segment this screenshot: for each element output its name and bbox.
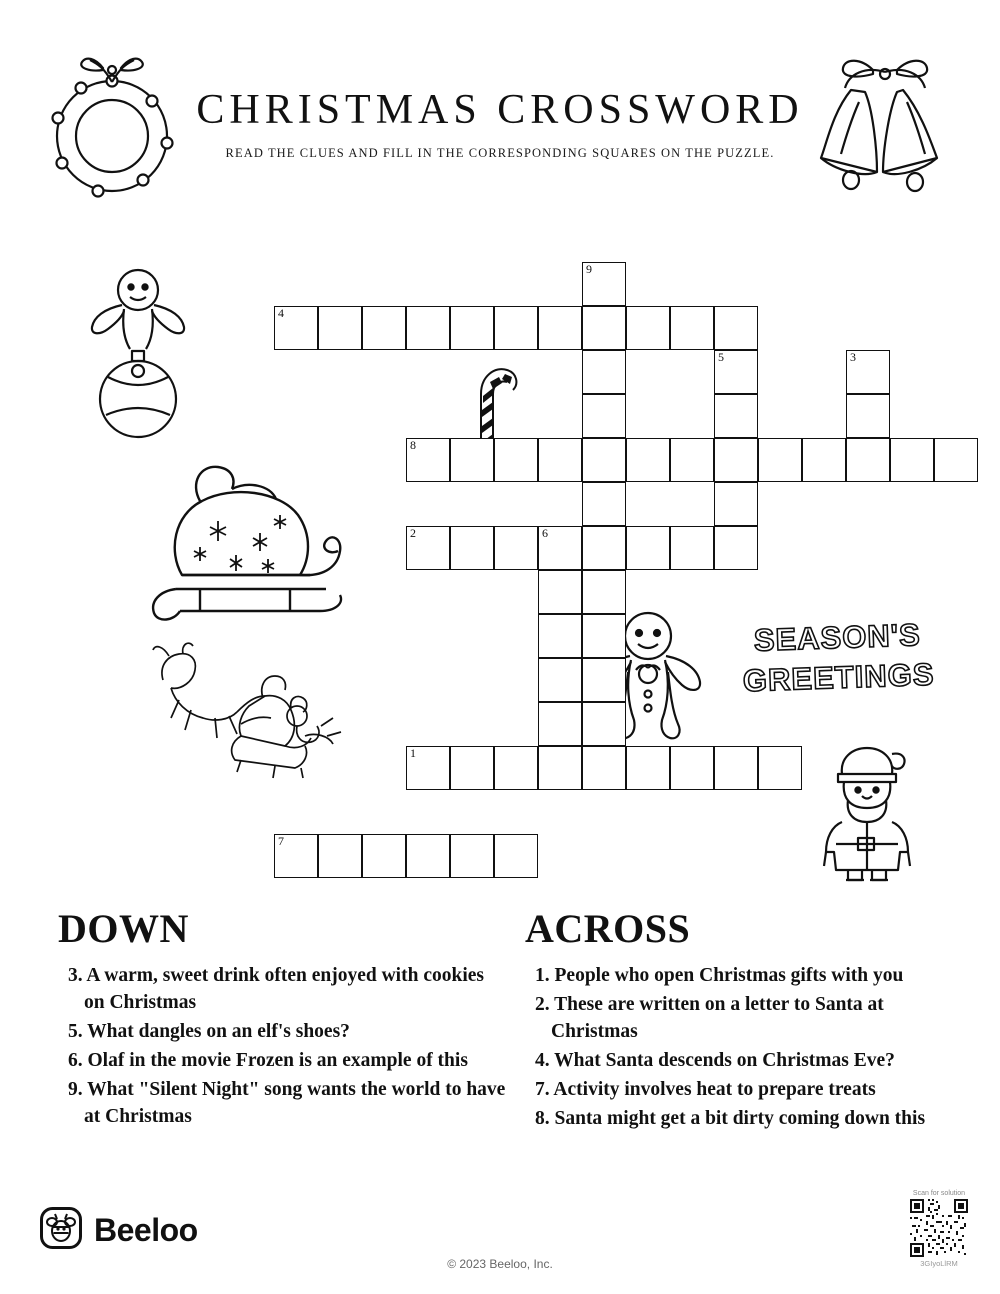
crossword-cell[interactable] (494, 746, 538, 790)
crossword-cell[interactable] (714, 482, 758, 526)
brand-logo[interactable] (40, 1207, 198, 1254)
crossword-cell[interactable] (406, 438, 450, 482)
crossword-cell[interactable] (582, 746, 626, 790)
crossword-cell[interactable] (758, 438, 802, 482)
clue-item: 3. A warm, sweet drink often enjoyed with cookies on Christmas (68, 965, 484, 1013)
crossword-cell[interactable] (538, 526, 582, 570)
clue-item: 6. Olaf in the movie Frozen is an example of this (68, 1050, 468, 1071)
crossword-cell[interactable] (450, 834, 494, 878)
bee-logo-icon (40, 1207, 82, 1254)
crossword-cell[interactable] (450, 526, 494, 570)
crossword-cell[interactable] (494, 306, 538, 350)
clue-item: 5. What dangles on an elf's shoes? (68, 1021, 350, 1042)
crossword-cell[interactable] (714, 746, 758, 790)
page-title: CHRISTMAS CROSSWORD (196, 87, 804, 133)
crossword-cell[interactable] (582, 614, 626, 658)
crossword-cell[interactable] (274, 834, 318, 878)
down-heading: DOWN (58, 906, 189, 951)
crossword-cell[interactable] (494, 834, 538, 878)
crossword-cell[interactable] (450, 746, 494, 790)
crossword-cell[interactable] (318, 306, 362, 350)
cell-number: 2 (410, 526, 416, 540)
crossword-cell[interactable] (406, 526, 450, 570)
crossword-cell[interactable] (494, 438, 538, 482)
crossword-cell[interactable] (318, 834, 362, 878)
crossword-cell[interactable] (362, 306, 406, 350)
seasons-greetings-decoration: SEASON'S GREETINGS (742, 617, 936, 699)
crossword-cell[interactable] (714, 526, 758, 570)
crossword-cell[interactable] (450, 438, 494, 482)
crossword-cell[interactable] (670, 306, 714, 350)
crossword-cell[interactable] (626, 746, 670, 790)
qr-section (905, 1190, 973, 1268)
crossword-cell[interactable] (670, 746, 714, 790)
crossword-cell[interactable] (538, 306, 582, 350)
crossword-cell[interactable] (582, 570, 626, 614)
cell-number: 3 (850, 350, 856, 364)
crossword-cell[interactable] (626, 306, 670, 350)
crossword-cell[interactable] (934, 438, 978, 482)
copyright-text: © 2023 Beeloo, Inc. (447, 1257, 553, 1271)
crossword-cell[interactable] (714, 438, 758, 482)
cell-number: 6 (542, 526, 548, 540)
crossword-cell[interactable] (670, 526, 714, 570)
crossword-cell[interactable] (582, 306, 626, 350)
crossword-cell[interactable] (538, 614, 582, 658)
qr-id: 3GIyoLlRM (920, 1259, 958, 1268)
crossword-cell[interactable] (582, 482, 626, 526)
clue-item: 7. Activity involves heat to prepare treats (535, 1079, 876, 1100)
page-subtitle: READ THE CLUES AND FILL IN THE CORRESPONDING SQUARES ON THE PUZZLE. (225, 146, 775, 160)
crossword-cell[interactable] (582, 350, 626, 394)
cell-number: 7 (278, 834, 284, 848)
crossword-cell[interactable] (406, 746, 450, 790)
crossword-cell[interactable] (406, 306, 450, 350)
clue-item: 4. What Santa descends on Christmas Eve? (535, 1050, 895, 1071)
brand-name: Beeloo (94, 1212, 198, 1248)
cell-number: 9 (586, 262, 592, 276)
crossword-cell[interactable] (538, 438, 582, 482)
cell-number: 8 (410, 438, 416, 452)
crossword-cell[interactable] (538, 658, 582, 702)
crossword-cell[interactable] (274, 306, 318, 350)
crossword-cell[interactable] (846, 394, 890, 438)
crossword-cell[interactable] (714, 394, 758, 438)
across-heading: ACROSS (525, 906, 691, 951)
crossword-cell[interactable] (582, 702, 626, 746)
crossword-cell[interactable] (714, 350, 758, 394)
crossword-cell[interactable] (582, 658, 626, 702)
qr-caption: Scan for solution (912, 1190, 966, 1197)
crossword-cell[interactable] (890, 438, 934, 482)
crossword-cell[interactable] (538, 746, 582, 790)
crossword-cell[interactable] (714, 306, 758, 350)
crossword-cell[interactable] (670, 438, 714, 482)
crossword-cell[interactable] (582, 526, 626, 570)
clue-item: 8. Santa might get a bit dirty coming down this (535, 1108, 926, 1129)
cell-number: 4 (278, 306, 284, 320)
crossword-cell[interactable] (582, 394, 626, 438)
cell-number: 1 (410, 746, 416, 760)
crossword-cell[interactable] (846, 438, 890, 482)
crossword-cell[interactable] (802, 438, 846, 482)
crossword-cell[interactable] (450, 306, 494, 350)
cell-number: 5 (718, 350, 724, 364)
down-clues-section (58, 905, 508, 1132)
crossword-cell[interactable] (758, 746, 802, 790)
clue-item: 2. These are written on a letter to Santa at Christmas (535, 994, 884, 1042)
clue-item: 9. What "Silent Night" song wants the world to have at Christmas (68, 1079, 506, 1127)
crossword-cell[interactable] (626, 438, 670, 482)
qr-code[interactable] (910, 1199, 968, 1257)
crossword-cell[interactable] (846, 350, 890, 394)
crossword-cell[interactable] (538, 570, 582, 614)
crossword-cell[interactable] (582, 438, 626, 482)
clue-item: 1. People who open Christmas gifts with you (535, 965, 904, 986)
crossword-cell[interactable] (626, 526, 670, 570)
crossword-cell[interactable] (538, 702, 582, 746)
across-clues-section (525, 905, 945, 1134)
crossword-cell[interactable] (406, 834, 450, 878)
down-clue-list (58, 962, 508, 1130)
across-clue-list (525, 962, 945, 1132)
crossword-cell[interactable] (494, 526, 538, 570)
crossword-cell[interactable] (582, 262, 626, 306)
crossword-cell[interactable] (362, 834, 406, 878)
